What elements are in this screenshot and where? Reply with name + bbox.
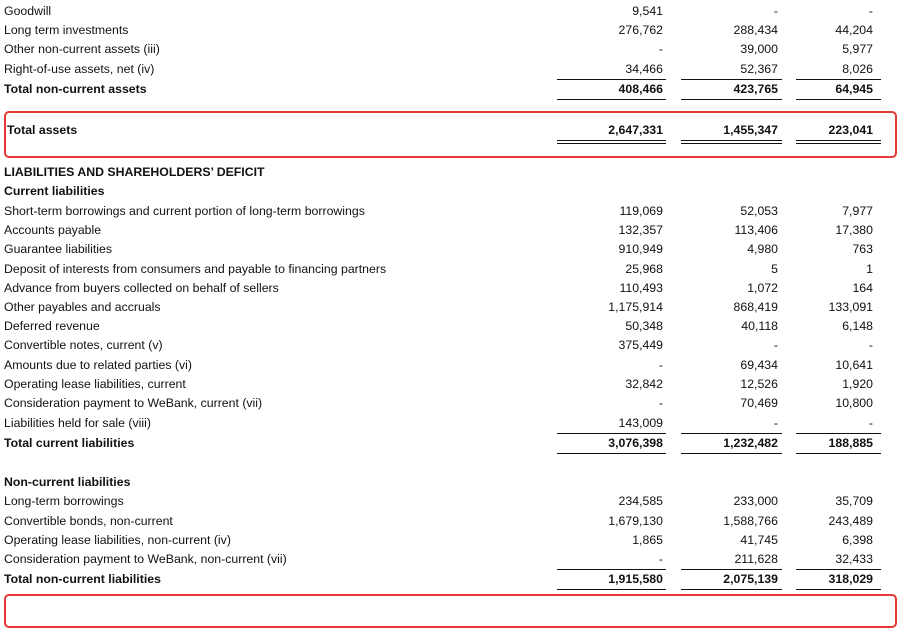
value-col-3: 318,029 bbox=[828, 572, 873, 586]
value-col-3: 188,885 bbox=[828, 436, 873, 450]
value-col-2: 2,075,139 bbox=[723, 572, 778, 586]
value-col-3: 17,380 bbox=[835, 223, 873, 237]
value-col-3: - bbox=[868, 4, 873, 18]
table-row bbox=[0, 42, 919, 61]
value-col-1: 1,175,914 bbox=[608, 300, 663, 314]
value-col-1: - bbox=[658, 552, 663, 566]
total-rule bbox=[557, 99, 666, 100]
table-row bbox=[0, 319, 919, 338]
value-col-1: - bbox=[658, 396, 663, 410]
value-col-2: 41,745 bbox=[740, 533, 778, 547]
row-label: Guarantee liabilities bbox=[4, 242, 113, 256]
row-label: Total assets bbox=[7, 123, 78, 137]
double-rule bbox=[681, 143, 782, 144]
row-label: Accounts payable bbox=[4, 223, 102, 237]
value-col-3: - bbox=[868, 338, 873, 352]
subtotal-rule bbox=[557, 79, 666, 80]
value-col-1: 2,647,331 bbox=[608, 123, 663, 137]
table-row bbox=[0, 281, 919, 300]
value-col-3: 133,091 bbox=[828, 300, 873, 314]
table-row bbox=[0, 338, 919, 357]
table-row bbox=[0, 533, 919, 552]
value-col-1: 1,915,580 bbox=[608, 572, 663, 586]
row-label: Convertible bonds, non-current bbox=[4, 514, 173, 528]
value-col-1: 25,968 bbox=[625, 262, 663, 276]
table-row bbox=[0, 358, 919, 377]
total-rule bbox=[681, 99, 782, 100]
value-col-1: - bbox=[658, 358, 663, 372]
row-label: Deposit of interests from consumers and payable to financing partners bbox=[4, 262, 387, 276]
total-rule bbox=[681, 589, 782, 590]
table-row bbox=[0, 262, 919, 281]
table-row bbox=[0, 494, 919, 513]
row-label: Total current liabilities bbox=[4, 436, 135, 450]
value-col-2: 113,406 bbox=[734, 223, 778, 237]
value-col-1: 234,585 bbox=[618, 494, 663, 508]
value-col-2: 868,419 bbox=[733, 300, 778, 314]
row-label: Operating lease liabilities, non-current (iv) bbox=[4, 533, 231, 547]
value-col-2: 233,000 bbox=[733, 494, 778, 508]
value-col-1: 910,949 bbox=[618, 242, 663, 256]
liabilities-heading: LIABILITIES AND SHAREHOLDERS’ DEFICIT bbox=[4, 165, 265, 179]
value-col-3: 243,489 bbox=[828, 514, 873, 528]
value-col-3: 10,641 bbox=[835, 358, 873, 372]
row-label: Long term investments bbox=[4, 23, 129, 37]
value-col-1: 1,865 bbox=[632, 533, 663, 547]
subtotal-rule bbox=[796, 79, 881, 80]
value-col-3: 6,148 bbox=[842, 319, 873, 333]
row-label: Total non-current assets bbox=[4, 82, 147, 96]
value-col-2: - bbox=[773, 416, 778, 430]
value-col-1: 132,357 bbox=[618, 223, 663, 237]
subtotal-rule bbox=[681, 569, 782, 570]
current-liabilities-heading: Current liabilities bbox=[4, 184, 105, 198]
value-col-1: 110,493 bbox=[619, 281, 663, 295]
subtotal-rule bbox=[796, 433, 881, 434]
value-col-3: 223,041 bbox=[828, 123, 873, 137]
double-rule bbox=[681, 140, 782, 141]
row-label: Convertible notes, current (v) bbox=[4, 338, 163, 352]
table-row bbox=[0, 23, 919, 42]
total-rule bbox=[681, 453, 782, 454]
value-col-2: 211,628 bbox=[734, 552, 778, 566]
value-col-3: 10,800 bbox=[835, 396, 873, 410]
value-col-2: 69,434 bbox=[740, 358, 778, 372]
total-rule bbox=[796, 453, 881, 454]
value-col-1: 408,466 bbox=[618, 82, 663, 96]
row-label: Consideration payment to WeBank, current (vii) bbox=[4, 396, 263, 410]
value-col-2: 12,526 bbox=[740, 377, 778, 391]
total-rule bbox=[557, 453, 666, 454]
value-col-1: 32,842 bbox=[625, 377, 663, 391]
section-subheading bbox=[0, 184, 919, 203]
double-rule bbox=[557, 140, 666, 141]
row-label: Liabilities held for sale (viii) bbox=[4, 416, 151, 430]
value-col-3: 44,204 bbox=[835, 23, 873, 37]
row-label: Long-term borrowings bbox=[4, 494, 124, 508]
value-col-1: 143,009 bbox=[618, 416, 663, 430]
table-row bbox=[0, 204, 919, 223]
value-col-3: 64,945 bbox=[835, 82, 873, 96]
row-label: Amounts due to related parties (vi) bbox=[4, 358, 192, 372]
value-col-1: 375,449 bbox=[618, 338, 663, 352]
value-col-3: 35,709 bbox=[835, 494, 873, 508]
value-col-1: 119,069 bbox=[619, 204, 663, 218]
row-label: Right-of-use assets, net (iv) bbox=[4, 62, 155, 76]
value-col-3: 763 bbox=[852, 242, 873, 256]
row-label: Consideration payment to WeBank, non-current (vii) bbox=[4, 552, 287, 566]
subtotal-rule bbox=[681, 433, 782, 434]
value-col-3: 5,977 bbox=[842, 42, 873, 56]
subtotal-rule bbox=[796, 569, 881, 570]
row-label: Short-term borrowings and current portion of long-term borrowings bbox=[4, 204, 365, 218]
value-col-3: 7,977 bbox=[842, 204, 873, 218]
value-col-3: 1 bbox=[866, 262, 873, 276]
value-col-2: 70,469 bbox=[740, 396, 778, 410]
value-col-2: 1,072 bbox=[747, 281, 778, 295]
value-col-1: 1,679,130 bbox=[608, 514, 663, 528]
row-label: Other payables and accruals bbox=[4, 300, 161, 314]
subtotal-rule bbox=[681, 79, 782, 80]
value-col-1: 276,762 bbox=[618, 23, 663, 37]
value-col-3: - bbox=[868, 416, 873, 430]
subtotal-rule bbox=[557, 569, 666, 570]
value-col-2: 423,765 bbox=[733, 82, 778, 96]
table-row bbox=[0, 514, 919, 533]
value-col-2: - bbox=[773, 338, 778, 352]
row-label: Deferred revenue bbox=[4, 319, 100, 333]
value-col-3: 8,026 bbox=[842, 62, 873, 76]
value-col-3: 6,398 bbox=[842, 533, 873, 547]
value-col-2: 1,588,766 bbox=[723, 514, 778, 528]
row-label: Total non-current liabilities bbox=[4, 572, 161, 586]
value-col-2: 5 bbox=[771, 262, 778, 276]
row-label: Other non-current assets (iii) bbox=[4, 42, 160, 56]
section-heading bbox=[0, 165, 919, 184]
row-label: Advance from buyers collected on behalf of sellers bbox=[4, 281, 279, 295]
value-col-2: 4,980 bbox=[747, 242, 778, 256]
value-col-3: 164 bbox=[852, 281, 873, 295]
value-col-2: - bbox=[773, 4, 778, 18]
value-col-2: 288,434 bbox=[733, 23, 778, 37]
value-col-1: 3,076,398 bbox=[608, 436, 663, 450]
double-rule bbox=[557, 143, 666, 144]
value-col-1: 50,348 bbox=[625, 319, 663, 333]
double-rule bbox=[796, 140, 881, 141]
table-row bbox=[0, 396, 919, 415]
table-row bbox=[0, 377, 919, 396]
section-subheading bbox=[0, 475, 919, 494]
row-label: Operating lease liabilities, current bbox=[4, 377, 186, 391]
value-col-1: 34,466 bbox=[625, 62, 663, 76]
table-row bbox=[0, 223, 919, 242]
total-rule bbox=[796, 99, 881, 100]
value-col-3: 32,433 bbox=[835, 552, 873, 566]
value-col-2: 52,053 bbox=[740, 204, 778, 218]
row-label: Goodwill bbox=[4, 4, 52, 18]
value-col-2: 1,455,347 bbox=[723, 123, 778, 137]
value-col-3: 1,920 bbox=[842, 377, 873, 391]
total-rule bbox=[796, 589, 881, 590]
table-row bbox=[0, 4, 919, 23]
value-col-2: 40,118 bbox=[741, 319, 778, 333]
value-col-2: 1,232,482 bbox=[723, 436, 778, 450]
noncurrent-liabilities-heading: Non-current liabilities bbox=[4, 475, 131, 489]
total-rule bbox=[557, 589, 666, 590]
table-row bbox=[0, 300, 919, 319]
value-col-1: 9,541 bbox=[632, 4, 663, 18]
value-col-1: - bbox=[658, 42, 663, 56]
highlight-box bbox=[4, 594, 897, 628]
subtotal-rule bbox=[557, 433, 666, 434]
double-rule bbox=[796, 143, 881, 144]
table-row bbox=[0, 242, 919, 261]
value-col-2: 39,000 bbox=[740, 42, 778, 56]
value-col-2: 52,367 bbox=[740, 62, 778, 76]
